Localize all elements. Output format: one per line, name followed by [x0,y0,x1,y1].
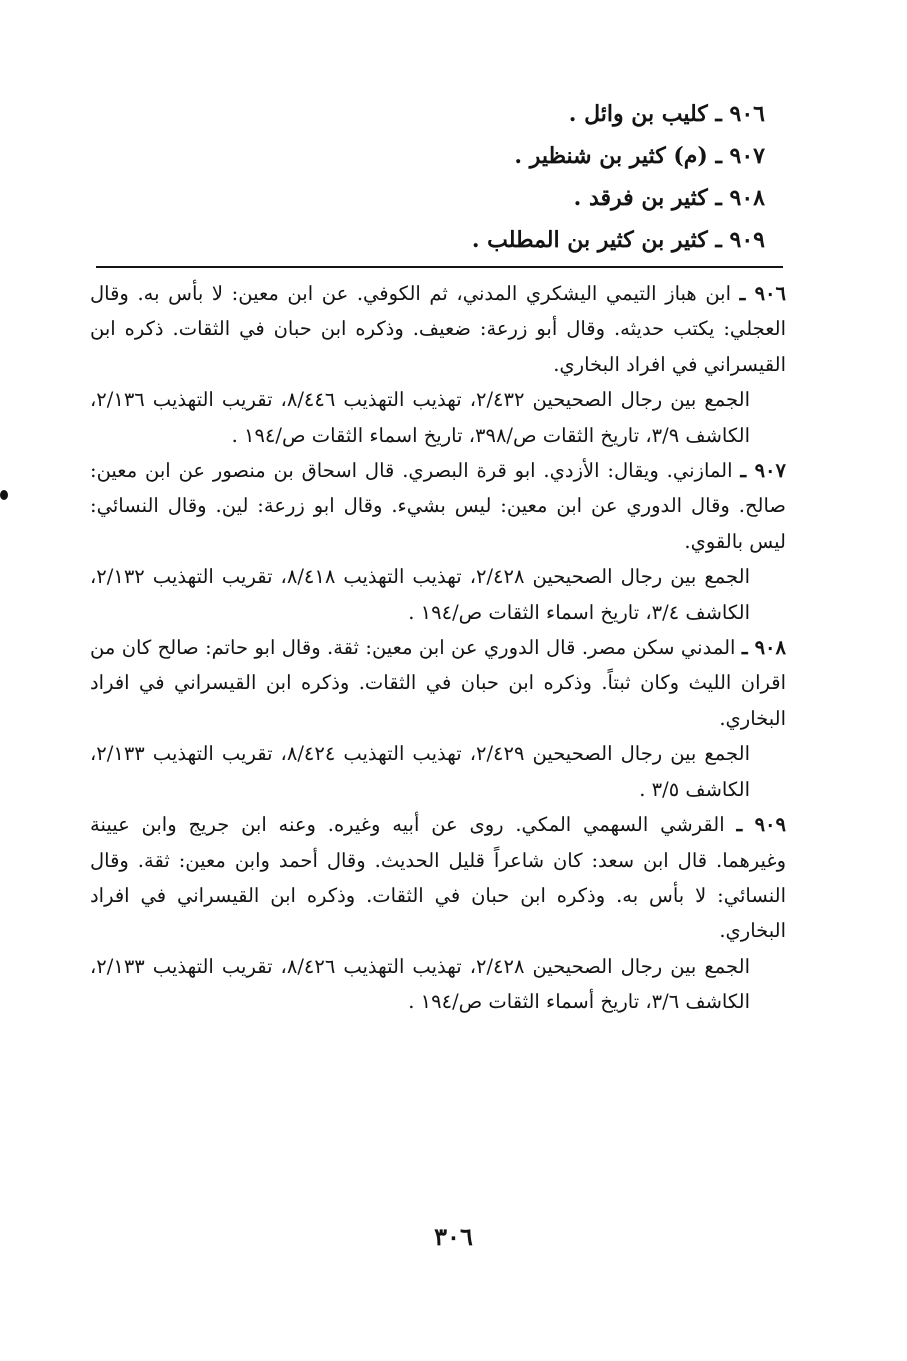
footnote-divider [96,266,783,268]
entry-list [380,93,765,261]
footnote-number: ٩٠٦ ـ [739,282,786,305]
footnote-references: الجمع بين رجال الصحيحين ٢/٤٣٢، تهذيب التهذيب ٨/٤٤٦، تقريب التهذيب ٢/١٣٦، الكاشف ٣/٩، تاريخ الثقات ص/٣٩٨، تاريخ اسماء الثقات ص/١٩٤ . [90,388,750,447]
footnote-text: المدني سكن مصر. قال الدوري عن ابن معين: ثقة. وقال ابو حاتم: صالح كان من اقران الليث وكان ثبتاً. وذكره ابن حبان في الثقات. وذكره ابن القيسراني في افراد البخاري. [90,636,786,730]
entry-908: ٩٠٨ ـ كثير بن فرقد . [573,185,765,211]
footnote-references: الجمع بين رجال الصحيحين ٢/٤٢٩، تهذيب التهذيب ٨/٤٢٤، تقريب التهذيب ٢/١٣٣، الكاشف ٣/٥ . [90,742,750,801]
footnote-number: ٩٠٩ ـ [736,813,786,837]
footnote-906 [90,276,786,453]
margin-mark [0,490,8,500]
footnote-number: ٩٠٨ ـ [741,636,786,660]
page-number: ٣٠٦ [434,1222,473,1251]
footnote-body [90,453,786,559]
entry-907: ٩٠٧ ـ (م) كثير بن شنظير . [514,143,765,169]
entry-909: ٩٠٩ ـ كثير بن كثير بن المطلب . [471,227,765,253]
footnote-908 [90,630,786,807]
footnote-body [90,807,786,949]
footnote-909 [90,807,786,1019]
footnote-907 [90,453,786,630]
footnote-text: ابن هباز التيمي اليشكري المدني، ثم الكوفي. عن ابن معين: لا بأس به. وقال العجلي: يكتب حديثه. وقال أبو زرعة: ضعيف. وذكره ابن حبان في الثقات. ذكره ابن القيسراني في افراد البخاري. [90,282,786,376]
footnotes [90,276,786,1020]
footnote-text: القرشي السهمي المكي. روى عن أبيه وغيره. وعنه ابن جريج وابن عيينة وغيرهما. قال ابن سعد: كان شاعراً قليل الحديث. وقال أحمد وابن معين: ثقة. وقال النسائي: لا بأس به. وذكره ابن حبان في الثقات. وذكره ابن القيسراني في افراد البخاري. [90,813,786,943]
footnote-number: ٩٠٧ ـ [740,459,786,483]
footnote-body [90,276,786,382]
footnote-body [90,630,786,736]
entry-906: ٩٠٦ ـ كليب بن وائل . [568,101,765,127]
footnote-references: الجمع بين رجال الصحيحين ٢/٤٢٨، تهذيب التهذيب ٨/٤١٨، تقريب التهذيب ٢/١٣٢، الكاشف ٣/٤، تاريخ اسماء الثقات ص/١٩٤ . [90,565,750,624]
footnote-text: المازني. ويقال: الأزدي. ابو قرة البصري. قال اسحاق بن منصور عن ابن معين: صالح. وقال الدوري عن ابن معين: ليس بشيء. وقال ابو زرعة: لين. وقال النسائي: ليس بالقوي. [90,459,786,553]
footnote-references: الجمع بين رجال الصحيحين ٢/٤٢٨، تهذيب التهذيب ٨/٤٢٦، تقريب التهذيب ٢/١٣٣، الكاشف ٣/٦، تاريخ أسماء الثقات ص/١٩٤ . [90,954,750,1014]
